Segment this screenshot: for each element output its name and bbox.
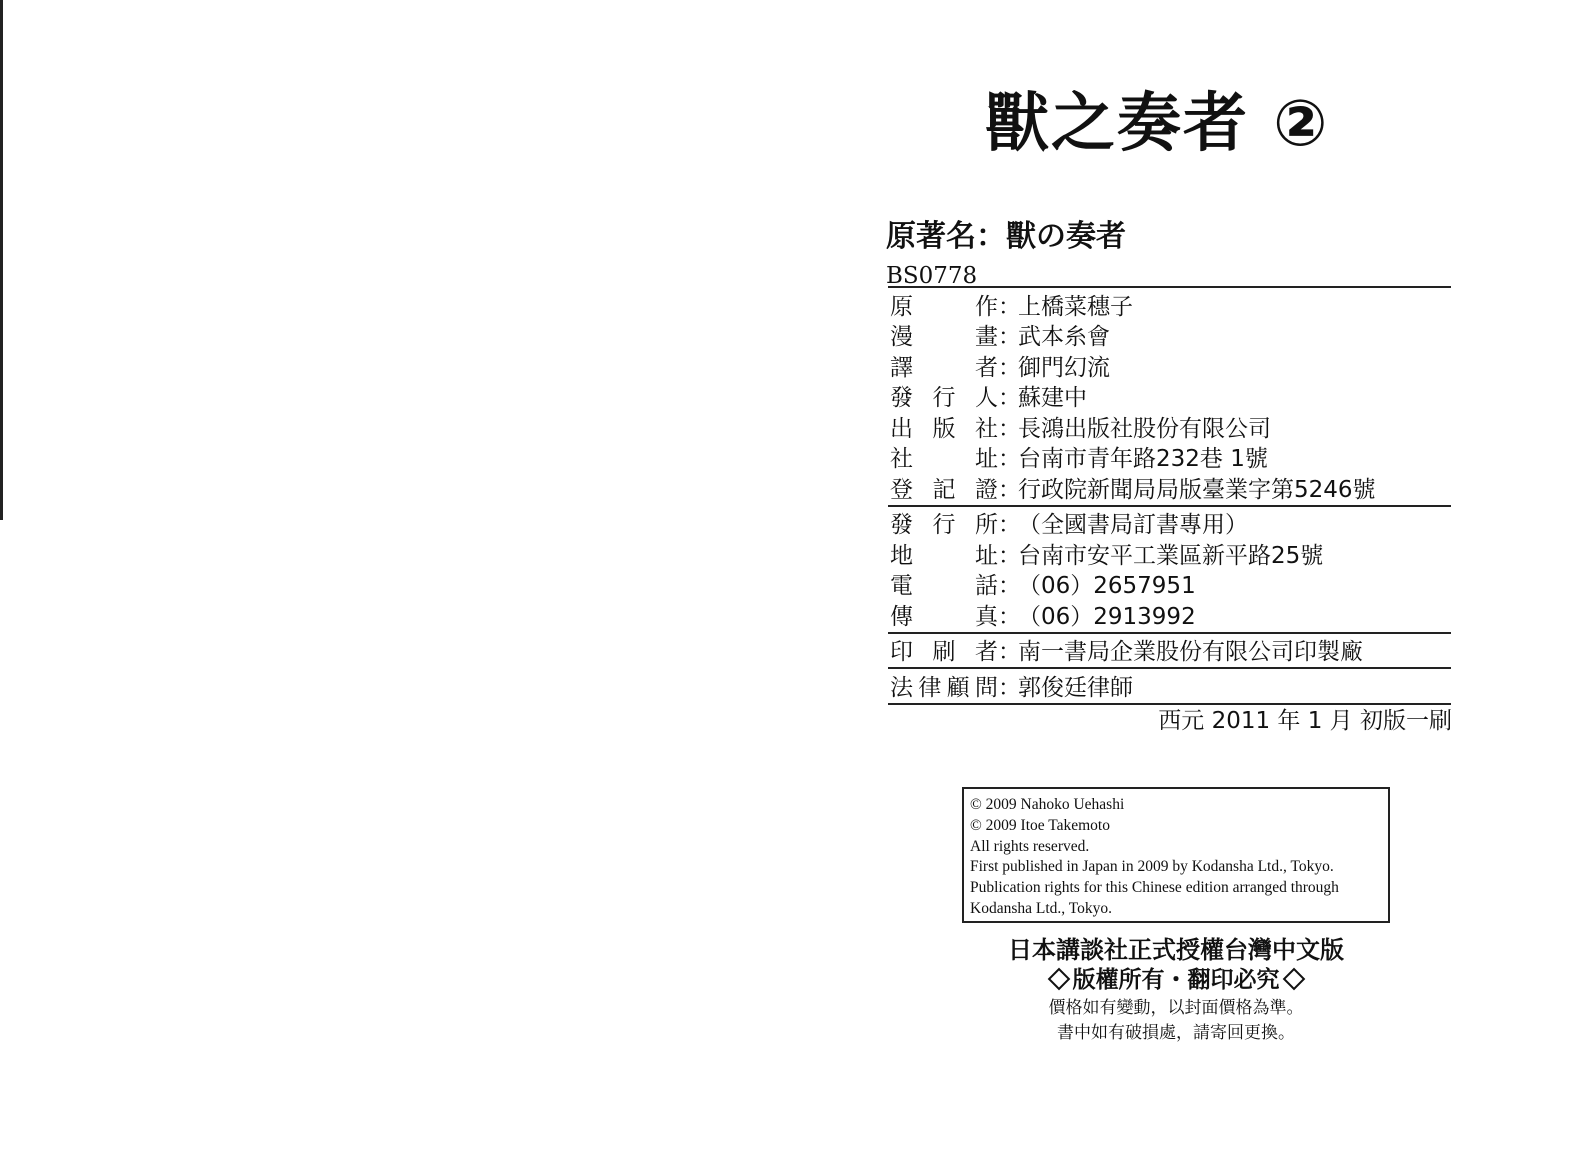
colophon-label — [888, 440, 998, 473]
copyright-line: First published in Japan in 2009 by Kodansha Ltd., Tokyo. — [970, 858, 1334, 876]
colophon-colon: ： — [998, 415, 1021, 442]
colophon-row — [888, 381, 1451, 412]
colophon-label-char: 社 — [890, 446, 913, 473]
colophon-label — [888, 506, 998, 539]
book-title: 獸之奏者 ② — [985, 87, 1330, 161]
colophon-label-char: 記 — [932, 476, 956, 503]
colophon-label-char: 畫 — [975, 324, 998, 351]
colophon-label-char: 所 — [975, 512, 998, 539]
colophon-label-char: 譯 — [890, 354, 913, 381]
copyright-line: © 2009 Itoe Takemoto — [970, 816, 1110, 834]
colophon-row — [888, 442, 1451, 473]
colophon-value: （全國書局訂書專用） — [1018, 512, 1248, 539]
colophon-value: （06）2657951 — [1018, 573, 1196, 600]
colophon-label — [888, 598, 998, 631]
book-code: BS0778 — [886, 263, 978, 289]
colophon-row — [888, 670, 1451, 701]
colophon-label — [888, 567, 998, 600]
colophon-value: 長鴻出版社股份有限公司 — [1018, 415, 1271, 442]
colophon-label — [888, 379, 998, 412]
colophon-colon: ： — [998, 542, 1021, 569]
colophon-label — [888, 288, 998, 321]
copyright-line: Publication rights for this Chinese edition arranged through — [970, 879, 1339, 897]
rights-reserved — [962, 961, 1390, 994]
colophon-colon: ： — [998, 674, 1021, 701]
colophon-value: 蘇建中 — [1018, 385, 1087, 412]
colophon-label-char: 出 — [890, 415, 913, 442]
copyright-line: © 2009 Nahoko Uehashi — [970, 796, 1125, 813]
license-statement: 日本講談社正式授權台灣中文版 — [1008, 936, 1344, 964]
colophon-label-char: 話 — [975, 573, 998, 600]
colophon-value: （06）2913992 — [1018, 603, 1196, 630]
colophon-label — [888, 318, 998, 351]
colophon-label — [888, 537, 998, 570]
colophon-value: 御門幻流 — [1018, 354, 1110, 381]
colophon-value: 郭俊廷律師 — [1018, 674, 1133, 701]
colophon-value: 台南市青年路232巷 1號 — [1018, 446, 1268, 473]
colophon-label-char: 者 — [975, 639, 998, 666]
colophon-row — [888, 320, 1451, 351]
colophon-label-char: 人 — [975, 385, 998, 412]
colophon-label-char: 行 — [932, 385, 956, 412]
copyright-box — [962, 787, 1390, 923]
colophon-row — [888, 350, 1451, 381]
colophon-colon: ： — [998, 512, 1021, 539]
colophon-label-char: 原 — [890, 293, 913, 320]
diamond-right-icon — [1282, 967, 1305, 990]
colophon-value: 台南市安平工業區新平路25號 — [1018, 542, 1324, 569]
colophon-label-char: 真 — [975, 603, 998, 630]
colophon-label — [888, 410, 998, 443]
colophon-row — [888, 599, 1451, 630]
colophon-row — [888, 472, 1451, 503]
colophon-value: 上橋菜穗子 — [1018, 293, 1133, 320]
colophon-colon: ： — [998, 385, 1021, 412]
colophon-label-char: 版 — [932, 415, 956, 442]
colophon-label — [888, 669, 998, 702]
colophon-colon: ： — [998, 603, 1021, 630]
colophon-label — [888, 349, 998, 382]
colophon-label-char: 證 — [975, 476, 998, 503]
diamond-left-icon — [1047, 967, 1070, 990]
page-edge-line — [0, 0, 3, 520]
colophon-row — [888, 635, 1451, 666]
colophon-label — [888, 471, 998, 504]
colophon-row — [888, 538, 1451, 569]
colophon-row — [888, 289, 1451, 320]
colophon-label-char: 法 — [890, 674, 913, 701]
colophon-label-char: 漫 — [890, 324, 913, 351]
price-notice: 價格如有變動，以封面價格為準。 — [1048, 998, 1304, 1018]
colophon-row — [888, 411, 1451, 442]
colophon-label-char: 律 — [918, 674, 942, 701]
colophon-label-char: 問 — [974, 674, 998, 701]
colophon-colon: ： — [998, 639, 1021, 666]
colophon-label-char: 顧 — [946, 674, 970, 701]
colophon-colon: ： — [998, 573, 1021, 600]
colophon-section — [888, 669, 1451, 705]
colophon-value: 南一書局企業股份有限公司印製廠 — [1018, 639, 1363, 666]
colophon-label — [888, 633, 998, 666]
colophon-label-char: 傳 — [890, 603, 913, 630]
colophon-label-char: 發 — [890, 385, 913, 412]
colophon-section — [888, 634, 1451, 670]
colophon-colon: ： — [998, 354, 1021, 381]
colophon-label-char: 行 — [932, 512, 956, 539]
copyright-line: All rights reserved. — [970, 837, 1090, 855]
colophon-value: 武本糸會 — [1018, 324, 1110, 351]
colophon-colon: ： — [998, 476, 1021, 503]
colophon-label-char: 印 — [890, 639, 913, 666]
colophon-label-char: 登 — [890, 476, 913, 503]
copyright-line: Kodansha Ltd., Tokyo. — [970, 899, 1112, 917]
colophon-row — [888, 508, 1451, 539]
original-title: 原著名：獸の奏者 — [886, 219, 1126, 254]
colophon-colon: ： — [998, 324, 1021, 351]
colophon-colon: ： — [998, 293, 1021, 320]
colophon-row — [888, 569, 1451, 600]
colophon-label-char: 刷 — [932, 639, 956, 666]
rights-reserved-text: 版權所有・翻印必究 — [1072, 967, 1280, 993]
publication-date: 西元 2011 年 1 月 初版一刷 — [1158, 708, 1452, 734]
colophon-label-char: 作 — [975, 293, 998, 320]
colophon-label-char: 地 — [890, 542, 913, 569]
colophon-label-char: 電 — [890, 573, 913, 600]
colophon-label-char: 址 — [975, 542, 998, 569]
colophon-label-char: 發 — [890, 512, 913, 539]
colophon-table — [888, 286, 1451, 705]
colophon-section — [888, 288, 1451, 507]
damage-notice: 書中如有破損處，請寄回更換。 — [1057, 1023, 1295, 1043]
colophon-label-char: 者 — [975, 354, 998, 381]
colophon-colon: ： — [998, 446, 1021, 473]
colophon-label-char: 社 — [975, 415, 998, 442]
colophon-section — [888, 507, 1451, 634]
colophon-label-char: 址 — [975, 446, 998, 473]
colophon-value: 行政院新聞局局版臺業字第5246號 — [1018, 476, 1376, 503]
